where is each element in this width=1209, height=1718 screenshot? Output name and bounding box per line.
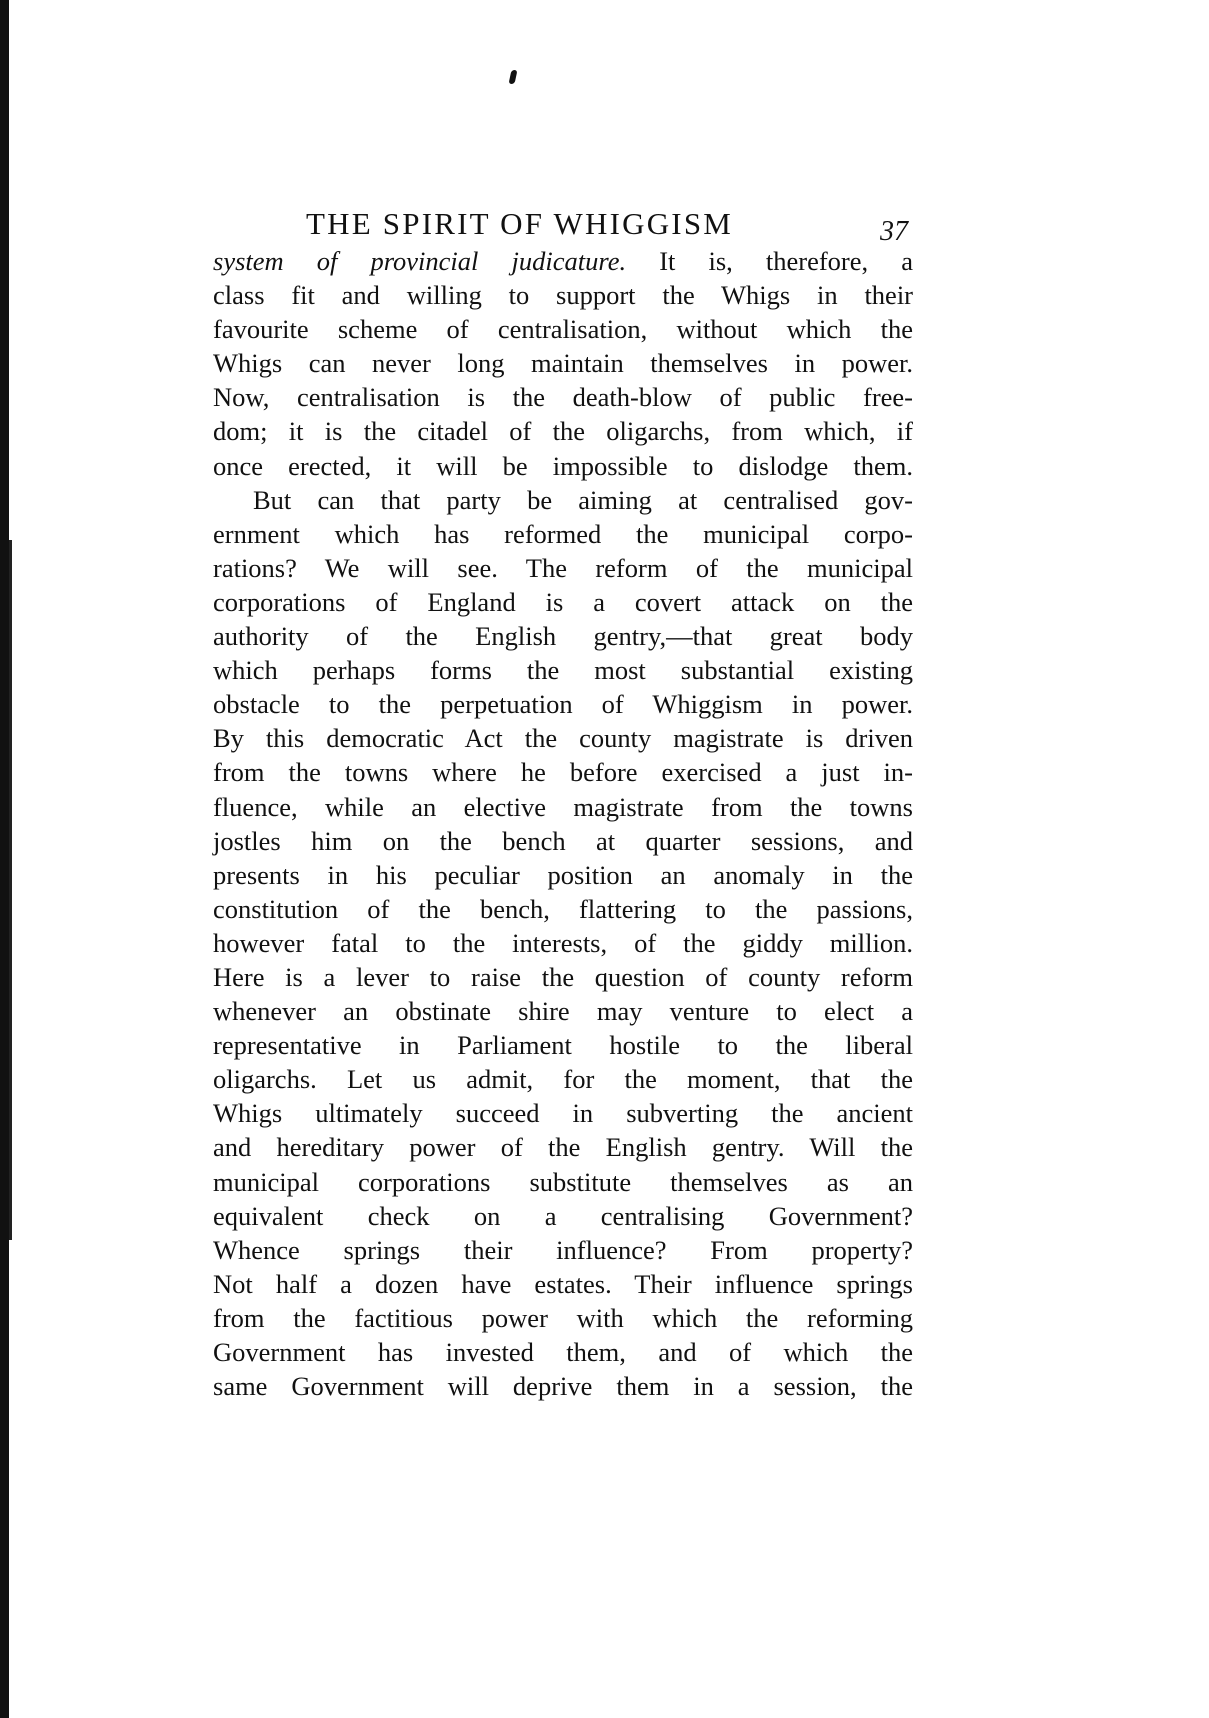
text-line-content: corporations of England is a covert attack on the bbox=[213, 586, 913, 617]
text-line bbox=[213, 414, 913, 448]
text-line bbox=[213, 483, 913, 517]
text-line-content: Now, centralisation is the death-blow of public free- bbox=[213, 382, 913, 413]
text-line-content: But can that party be aiming at centralised gov- bbox=[253, 484, 913, 515]
ink-mark bbox=[509, 70, 518, 84]
text-line-content: representative in Parliament hostile to the liberal bbox=[213, 1030, 913, 1061]
text-line-content: authority of the English gentry,—that great body bbox=[213, 621, 913, 652]
text-line-content: same Government will deprive them in a session, the bbox=[213, 1371, 913, 1402]
text-line-content: Not half a dozen have estates. Their influence springs bbox=[213, 1268, 913, 1299]
page-number: 37 bbox=[880, 216, 908, 247]
text-line-content: equivalent check on a centralising Government? bbox=[213, 1200, 913, 1231]
text-line bbox=[213, 278, 913, 312]
text-line-content: ernment which has reformed the municipal corpo- bbox=[213, 518, 913, 549]
text-line bbox=[213, 892, 913, 926]
text-line-content: favourite scheme of centralisation, without which the bbox=[213, 314, 913, 345]
scan-binding-edge bbox=[0, 0, 9, 1718]
text-line bbox=[213, 244, 913, 278]
text-line-content: class fit and willing to support the Whigs in their bbox=[213, 280, 913, 311]
text-line bbox=[213, 449, 913, 483]
text-line-content: from the towns where he before exercised a just in- bbox=[213, 757, 913, 788]
text-line-content: whenever an obstinate shire may venture to elect a bbox=[213, 996, 913, 1027]
text-line-content: By this democratic Act the county magistrate is driven bbox=[213, 723, 913, 754]
text-line bbox=[213, 755, 913, 789]
text-line bbox=[213, 1062, 913, 1096]
text-line-content: Whigs ultimately succeed in subverting the ancient bbox=[213, 1098, 913, 1129]
text-line bbox=[213, 824, 913, 858]
text-line bbox=[213, 1096, 913, 1130]
text-line-content: jostles him on the bench at quarter sessions, and bbox=[213, 825, 913, 856]
text-line bbox=[213, 517, 913, 551]
text-line bbox=[213, 312, 913, 346]
text-line-content: from the factitious power with which the reforming bbox=[213, 1302, 913, 1333]
italic-phrase: system of provincial judicature. bbox=[213, 246, 627, 276]
text-line bbox=[213, 1335, 913, 1369]
text-line bbox=[213, 926, 913, 960]
scan-binding-shadow bbox=[9, 540, 12, 1240]
text-line bbox=[213, 1130, 913, 1164]
text-line bbox=[213, 1301, 913, 1335]
text-line-content: Whigs can never long maintain themselves in power. bbox=[213, 348, 913, 379]
text-line bbox=[213, 1267, 913, 1301]
text-line bbox=[213, 1165, 913, 1199]
text-line bbox=[213, 551, 913, 585]
text-line bbox=[213, 1369, 913, 1403]
text-line-content: once erected, it will be impossible to dislodge them. bbox=[213, 450, 913, 481]
text-line bbox=[213, 1199, 913, 1233]
text-line bbox=[213, 960, 913, 994]
text-line bbox=[213, 653, 913, 687]
text-line bbox=[213, 721, 913, 755]
text-line-content: which perhaps forms the most substantial existing bbox=[213, 655, 913, 686]
text-line-content: municipal corporations substitute themselves as an bbox=[213, 1166, 913, 1197]
text-line-content: oligarchs. Let us admit, for the moment, that the bbox=[213, 1064, 913, 1095]
text-line bbox=[213, 619, 913, 653]
text-line-content: obstacle to the perpetuation of Whiggism in power. bbox=[213, 689, 913, 720]
text-line-content: and hereditary power of the English gentry. Will the bbox=[213, 1132, 913, 1163]
text-line-content: Whence springs their influence? From property? bbox=[213, 1234, 913, 1265]
text-line-content: fluence, while an elective magistrate from the towns bbox=[213, 791, 913, 822]
text-fragment: It is, therefore, a bbox=[659, 246, 913, 276]
text-line-content: however fatal to the interests, of the giddy million. bbox=[213, 927, 913, 958]
text-line-content: Government has invested them, and of which the bbox=[213, 1337, 913, 1367]
text-line-content: dom; it is the citadel of the oligarchs, from which, if bbox=[213, 416, 913, 447]
text-line bbox=[213, 346, 913, 380]
running-header: THE SPIRIT OF WHIGGISM bbox=[306, 206, 734, 241]
text-line-content: presents in his peculiar position an anomaly in the bbox=[213, 859, 913, 890]
text-line bbox=[213, 1028, 913, 1062]
body-text bbox=[213, 244, 913, 1403]
text-line bbox=[213, 687, 913, 721]
text-line bbox=[213, 858, 913, 892]
text-line-content: rations? We will see. The reform of the municipal bbox=[213, 552, 913, 583]
text-line bbox=[213, 790, 913, 824]
text-line bbox=[213, 585, 913, 619]
text-line-content: Here is a lever to raise the question of county reform bbox=[213, 961, 913, 992]
text-line bbox=[213, 380, 913, 414]
text-line-content: constitution of the bench, flattering to the passions, bbox=[213, 893, 913, 924]
text-line bbox=[213, 1233, 913, 1267]
text-line bbox=[213, 994, 913, 1028]
